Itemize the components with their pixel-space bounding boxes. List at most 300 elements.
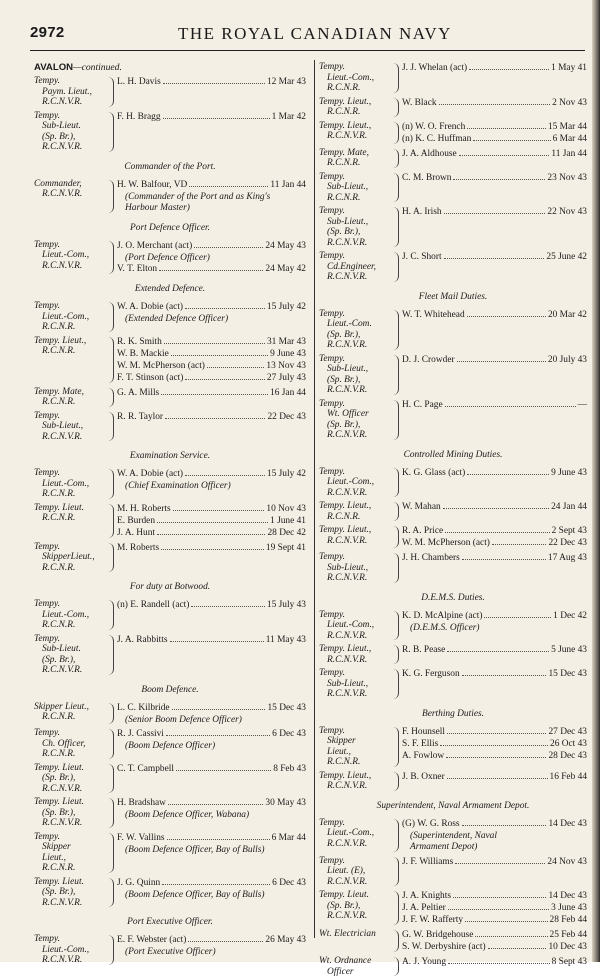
officer-group <box>319 644 587 665</box>
officer-name: M. H. Roberts <box>117 503 171 514</box>
rank-line: Tempy. Lieut., <box>319 644 372 654</box>
seniority-date: — <box>577 399 587 410</box>
officer-entry <box>117 542 306 554</box>
seniority-date: 14 Dec 43 <box>548 818 587 829</box>
section-heading: D.E.M.S. Duties. <box>421 592 485 603</box>
officer-entry <box>117 515 306 527</box>
section-heading: Commander of the Port. <box>124 161 216 172</box>
officer-name: R. R. Taylor <box>117 411 164 422</box>
officer-entry <box>117 503 306 515</box>
officer-group <box>34 763 306 795</box>
rank-line: Lieut.-Com., <box>42 478 90 489</box>
rank-line: SkipperLieut., <box>42 552 95 562</box>
rank-line: Lieut.-Com., <box>327 828 375 838</box>
group-bracket <box>391 207 399 247</box>
seniority-date: 30 May 43 <box>265 798 306 808</box>
rank-line: R.C.N.R. <box>42 322 76 332</box>
rank-label <box>34 301 106 333</box>
group-bracket <box>106 878 114 908</box>
rank-line: Tempy. <box>34 728 60 738</box>
group-bracket <box>391 857 399 887</box>
officer-entries <box>117 877 306 909</box>
appointment-note: (Senior Boom Defence Officer) <box>125 714 242 725</box>
officer-group <box>34 599 306 631</box>
officer-group <box>34 877 306 909</box>
officer-entry <box>402 172 587 184</box>
officer-entry <box>402 818 587 830</box>
dot-leader <box>462 675 547 676</box>
rank-line: Wt. Electrician <box>319 929 376 939</box>
group-bracket <box>106 504 114 538</box>
continued-label: —continued. <box>73 62 122 73</box>
group-bracket <box>106 112 114 152</box>
dot-leader <box>191 606 265 607</box>
officer-group <box>34 301 306 333</box>
appointment-note: (Boom Defence Officer, Wabana) <box>125 810 250 820</box>
dot-leader <box>445 532 549 533</box>
seniority-date: 11 Jan 44 <box>551 148 587 159</box>
rank-label <box>319 668 391 700</box>
seniority-date: 15 July 42 <box>266 469 306 479</box>
officer-name: H. C. Page <box>402 399 443 410</box>
officer-entry <box>117 76 306 88</box>
seniority-date: 26 May 43 <box>265 935 306 945</box>
section-heading: Controlled Mining Duties. <box>403 449 503 460</box>
officer-name: K. G. Ferguson <box>402 669 460 679</box>
officer-name: J. O. Merchant (act) <box>117 240 193 251</box>
rank-line: Skipper <box>327 736 356 746</box>
dot-leader <box>447 778 548 779</box>
officer-name: H. Bradshaw <box>117 798 166 808</box>
rank-line: Skipper <box>42 842 71 852</box>
seniority-date: 28 Dec 42 <box>267 527 306 538</box>
officer-entry <box>402 148 587 160</box>
officer-entry <box>402 644 587 656</box>
rank-line: Tempy. <box>319 552 345 562</box>
officer-name: J. F. W. Rafferty <box>402 915 464 925</box>
seniority-date: 1 June 41 <box>270 515 306 526</box>
rank-line: (Sp. Br.), <box>327 227 361 237</box>
rank-line: R.C.N.V.R. <box>327 689 368 699</box>
dot-leader <box>455 863 545 864</box>
officer-entry <box>402 902 587 914</box>
rank-label <box>34 542 106 574</box>
officer-name: J. A. Aldhouse <box>402 148 457 159</box>
officer-group <box>319 929 587 953</box>
officer-entries <box>117 763 306 795</box>
officer-entries <box>402 467 587 499</box>
seniority-date: 16 Jan 44 <box>270 387 306 398</box>
officer-group <box>34 111 306 153</box>
group-bracket <box>106 543 114 573</box>
dot-leader <box>446 757 546 758</box>
rank-line: R.C.N.R. <box>42 562 76 573</box>
appointment-note: (Chief Examination Officer) <box>125 481 231 491</box>
appointment-note: (Boom Defence Officer, Bay of Bulls) <box>125 889 265 900</box>
rank-line: R.C.N.V.R. <box>42 431 83 442</box>
rank-line: Tempy. Lieut., <box>319 770 372 781</box>
rank-line: R.C.N.V.R. <box>327 487 368 498</box>
seniority-date: 10 Dec 43 <box>548 942 587 952</box>
ship-name: AVALON <box>34 62 74 73</box>
rank-label <box>34 797 106 829</box>
officer-entry <box>117 336 306 348</box>
group-bracket <box>391 891 399 925</box>
appointment-note: (D.E.M.S. Officer) <box>410 622 480 633</box>
officer-group <box>319 525 587 549</box>
seniority-date: 31 Mar 43 <box>266 336 306 347</box>
officer-entry <box>402 537 587 549</box>
rank-label <box>34 76 106 108</box>
seniority-date: 1 Dec 42 <box>553 610 587 621</box>
officer-entry <box>117 240 306 252</box>
dot-leader <box>443 508 549 509</box>
officer-name: L. H. Davis <box>117 77 161 87</box>
group-bracket <box>106 764 114 794</box>
header-rule <box>30 50 585 51</box>
group-bracket <box>106 833 114 873</box>
rank-line: Tempy. Mate, <box>319 147 369 158</box>
rank-line: Lieut.-Com., <box>42 311 90 322</box>
seniority-date: 23 Nov 43 <box>547 172 587 183</box>
rank-line: Lieut. (E), <box>327 866 366 876</box>
rank-line: Wt. Officer <box>327 409 369 419</box>
officer-entries <box>117 728 306 760</box>
dot-leader <box>185 379 265 380</box>
group-bracket <box>106 337 114 383</box>
left-column <box>34 62 306 969</box>
officer-group <box>319 97 587 118</box>
officer-group <box>319 121 587 145</box>
seniority-date: 8 Feb 43 <box>273 763 306 774</box>
seniority-date: 27 July 43 <box>266 372 306 383</box>
dot-leader <box>159 270 263 271</box>
group-bracket <box>391 526 399 548</box>
officer-group <box>34 542 306 574</box>
officer-name: J. G. Quinn <box>117 877 161 888</box>
rank-line: Tempy. Lieut., <box>34 335 87 346</box>
officer-entry <box>402 914 587 926</box>
officer-entry <box>402 890 587 902</box>
rank-line: Lieut., <box>42 852 66 863</box>
officer-group <box>34 411 306 443</box>
rank-label <box>319 501 391 522</box>
seniority-date: 19 Sept 41 <box>265 542 306 553</box>
group-bracket <box>106 77 114 107</box>
rank-line: Tempy. <box>319 466 345 477</box>
dot-leader <box>469 69 549 70</box>
officer-name: G. A. Mills <box>117 387 160 398</box>
seniority-date: 22 Nov 43 <box>547 207 587 217</box>
dot-leader <box>194 247 263 248</box>
rank-line: R.C.N.V.R. <box>327 630 368 641</box>
dot-leader <box>465 921 547 922</box>
officer-name: J. H. Chambers <box>402 553 460 563</box>
officer-entry <box>117 387 306 399</box>
rank-line: Commander, <box>34 178 82 189</box>
rank-label <box>34 702 106 726</box>
officer-group <box>34 468 306 500</box>
officer-entries <box>402 148 587 169</box>
officer-entries <box>402 610 587 642</box>
seniority-date: 22 Dec 43 <box>548 538 587 548</box>
officer-group <box>319 610 587 642</box>
officer-group <box>34 76 306 108</box>
officer-name: F. H. Bragg <box>117 111 161 122</box>
officer-entries <box>402 121 587 145</box>
officer-entry <box>117 763 306 775</box>
rank-line: Tempy. Lieut., <box>319 120 372 131</box>
rank-line: R.C.N.V.R. <box>327 654 368 665</box>
rank-line: R.C.N.R. <box>42 513 76 523</box>
officer-entry <box>402 750 587 762</box>
seniority-date: 17 Aug 43 <box>547 553 587 563</box>
officer-name: J. A. Peltier <box>402 903 446 913</box>
rank-label <box>34 111 106 153</box>
page-spine <box>592 0 600 962</box>
rank-label <box>319 206 391 248</box>
group-bracket <box>106 469 114 499</box>
rank-line: R.C.N.V.R. <box>42 97 83 107</box>
rank-line: Tempy. Lieut. <box>319 890 369 900</box>
group-bracket <box>391 149 399 168</box>
rank-line: Sub-Lieut., <box>327 678 369 689</box>
dot-leader <box>163 83 265 84</box>
rank-label <box>34 179 106 214</box>
rank-line: R.C.N.V.R. <box>327 237 368 248</box>
officer-group <box>319 956 587 977</box>
dot-leader <box>467 316 546 317</box>
officer-group <box>34 179 306 214</box>
rank-line: (Sp. Br.), <box>42 887 76 897</box>
seniority-date: 10 Nov 43 <box>266 503 306 514</box>
officer-entries <box>117 301 306 333</box>
rank-line: R.C.N.V.R. <box>42 189 83 199</box>
officer-entry <box>402 668 587 680</box>
dot-leader <box>448 963 550 964</box>
officer-entries <box>117 934 306 966</box>
officer-entry <box>402 399 587 411</box>
officer-entry <box>402 610 587 622</box>
officer-entry <box>117 348 306 360</box>
officer-entry <box>117 468 306 480</box>
dot-leader <box>157 534 265 535</box>
section-heading: For duty at Botwood. <box>129 582 211 592</box>
rank-line: Sub-Lieut., <box>327 216 369 227</box>
rank-line: Ch. Officer, <box>42 738 86 749</box>
seniority-date: 9 June 43 <box>551 467 587 478</box>
officer-name: J. A. Hunt <box>117 527 156 538</box>
dot-leader <box>462 825 547 826</box>
seniority-date: 13 Nov 43 <box>266 360 306 371</box>
dot-leader <box>475 936 547 937</box>
officer-entries <box>117 387 306 408</box>
rank-label <box>34 934 106 966</box>
rank-line: R.C.N.V.R. <box>327 838 368 849</box>
rank-label <box>319 172 391 204</box>
rank-line: Tempy. <box>34 541 60 552</box>
officer-group <box>34 832 306 874</box>
officer-name: W. M. McPherson (act) <box>402 538 490 548</box>
officer-name: W. A. Dobie (act) <box>117 469 184 479</box>
rank-line: Sub-Lieut., <box>327 562 369 573</box>
officer-group <box>319 206 587 248</box>
seniority-date: 15 July 43 <box>266 600 306 610</box>
officer-entries <box>117 797 306 829</box>
rank-line: (Sp. Br.), <box>42 773 76 783</box>
officer-name: J. B. Oxner <box>402 771 445 782</box>
seniority-date: 22 Dec 43 <box>267 411 306 422</box>
rank-line: Wt. Ordnance <box>319 956 372 966</box>
officer-entry <box>117 301 306 313</box>
rank-line: Sub-Lieut., <box>42 421 84 431</box>
officer-entry <box>117 263 306 275</box>
rank-line: R.C.N.R. <box>42 346 76 356</box>
group-bracket <box>391 645 399 664</box>
seniority-date: 24 Jan 44 <box>551 502 587 512</box>
rank-line: R.C.N.V.R. <box>42 142 83 152</box>
officer-entries <box>402 818 587 853</box>
rank-line: Tempy. <box>319 725 345 736</box>
officer-name: A. J. Young <box>402 957 447 967</box>
rank-line: R.C.N.R. <box>42 749 76 759</box>
dot-leader <box>185 308 265 309</box>
rank-label <box>319 956 391 977</box>
rank-line: Lieut.-Com., <box>327 620 375 630</box>
group-bracket <box>391 611 399 641</box>
officer-entry <box>402 501 587 513</box>
section-heading: Fleet Mail Duties. <box>418 291 488 302</box>
officer-entries <box>402 552 587 584</box>
rank-line: Tempy. <box>319 353 345 364</box>
rank-line: Tempy. Lieut. <box>34 502 84 513</box>
officer-entries <box>402 354 587 396</box>
dot-leader <box>185 475 265 476</box>
officer-entries <box>402 956 587 977</box>
rank-label <box>319 610 391 642</box>
rank-line: R.C.N.V.R. <box>42 665 83 675</box>
officer-entry <box>117 411 306 423</box>
rank-line: R.C.N.V.R. <box>327 781 368 791</box>
rank-label <box>34 634 106 676</box>
officer-entry <box>117 877 306 889</box>
rank-line: R.C.N.V.R. <box>42 897 83 908</box>
officer-entries <box>402 172 587 204</box>
officer-group <box>34 387 306 408</box>
rank-line: Lieut.-Com., <box>42 609 90 620</box>
rank-line: R.C.N.V.R. <box>42 260 83 271</box>
seniority-date: 25 Feb 44 <box>549 930 587 940</box>
rank-line: Paym. Lieut., <box>42 86 92 97</box>
officer-entry <box>402 354 587 366</box>
rank-label <box>319 251 391 283</box>
rank-line: Tempy. Lieut. <box>34 762 84 773</box>
officer-entries <box>117 542 306 574</box>
officer-name: K. D. McAlpine (act) <box>402 610 483 621</box>
rank-line: R.C.N.R. <box>42 712 76 722</box>
section-heading: Superintendent, Naval Armament Depot. <box>376 800 530 811</box>
dot-leader <box>467 474 549 475</box>
page-number: 2972 <box>30 24 65 41</box>
rank-label <box>34 832 106 874</box>
group-bracket <box>106 180 114 213</box>
officer-name: (n) W. O. French <box>402 121 466 132</box>
seniority-date: 2 Sept 43 <box>551 526 587 536</box>
officer-name: E. F. Webster (act) <box>117 935 187 945</box>
rank-line: Tempy. <box>34 831 60 842</box>
officer-name: R. B. Pease <box>402 645 446 655</box>
section-heading: Berthing Duties. <box>422 708 484 719</box>
group-bracket <box>391 468 399 498</box>
rank-label <box>319 818 391 853</box>
officer-entry <box>402 121 587 133</box>
officer-group <box>319 668 587 700</box>
officer-name: E. Burden <box>117 515 156 526</box>
dot-leader <box>467 128 546 129</box>
rank-line: Tempy. <box>319 171 345 182</box>
section-heading: Boom Defence. <box>141 684 199 695</box>
officer-group <box>319 856 587 888</box>
seniority-date: 28 Feb 44 <box>549 915 587 925</box>
officer-group <box>34 503 306 539</box>
dot-leader <box>439 104 551 105</box>
dot-leader <box>492 544 547 545</box>
seniority-date: 24 May 43 <box>265 240 306 251</box>
officer-entry <box>402 97 587 109</box>
officer-entry <box>117 527 306 539</box>
dot-leader <box>440 745 548 746</box>
rank-line: Tempy. <box>319 398 345 409</box>
dot-leader <box>459 155 550 156</box>
officer-group <box>319 771 587 792</box>
officer-name: C. T. Campbell <box>117 763 174 774</box>
seniority-date: 11 May 43 <box>265 634 306 645</box>
officer-name: J. F. Williams <box>402 856 454 867</box>
seniority-date: 27 Dec 43 <box>548 726 587 737</box>
seniority-date: 6 Dec 43 <box>272 877 306 888</box>
dot-leader <box>447 651 549 652</box>
officer-entry <box>117 797 306 809</box>
rank-line: R.C.N.R. <box>42 620 76 630</box>
rank-line: Lieut., <box>327 746 351 757</box>
officer-entries <box>117 240 306 276</box>
rank-line: Lieut.-Com., <box>42 944 90 955</box>
dot-leader <box>168 804 263 805</box>
group-bracket <box>391 727 399 767</box>
seniority-date: 12 Mar 43 <box>266 77 306 87</box>
rank-label <box>34 877 106 909</box>
group-bracket <box>391 502 399 521</box>
officer-entries <box>117 111 306 153</box>
officer-entries <box>117 336 306 384</box>
officer-entries <box>402 206 587 248</box>
group-bracket <box>106 241 114 275</box>
seniority-date: 15 Dec 43 <box>267 702 306 713</box>
officer-name: W. A. Dobie (act) <box>117 302 184 312</box>
rank-label <box>34 411 106 443</box>
dot-leader <box>448 909 549 910</box>
officer-entries <box>117 634 306 676</box>
dot-leader <box>462 559 546 560</box>
dot-leader <box>165 418 265 419</box>
dot-leader <box>157 522 268 523</box>
appointment-note: (Boom Defence Officer, Bay of Bulls) <box>125 844 265 855</box>
seniority-date: 5 June 43 <box>551 645 587 655</box>
section-heading: Port Defence Officer. <box>130 222 210 233</box>
officer-name: W. Mahan <box>402 502 441 512</box>
seniority-date: 8 Sept 43 <box>551 957 587 967</box>
dot-leader <box>189 186 268 187</box>
